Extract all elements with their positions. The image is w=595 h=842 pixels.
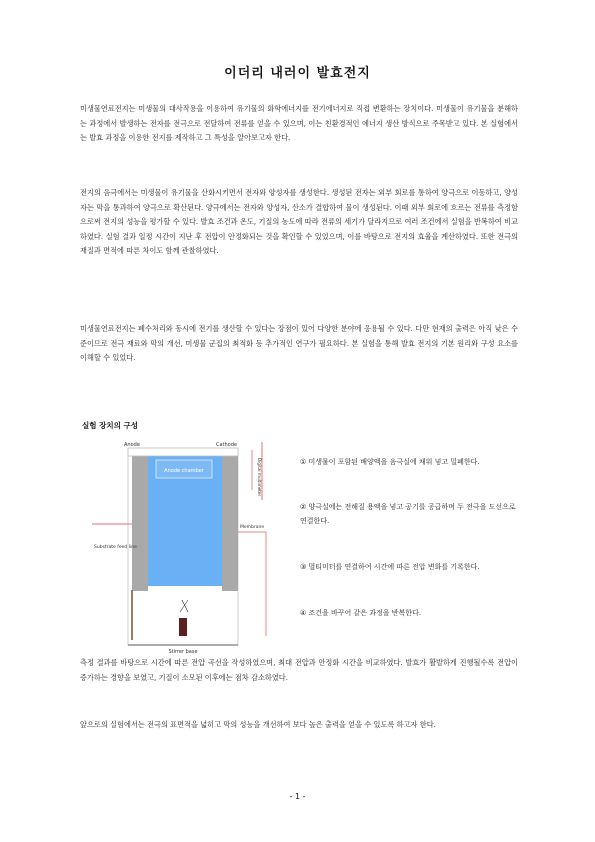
section-label: 실험 장치의 구성	[82, 421, 138, 430]
stir-bar	[179, 618, 187, 636]
figure-note-4: ④ 조건을 바꾸어 같은 과정을 반복한다.	[300, 609, 422, 617]
top-right-label: Cathode	[216, 442, 237, 448]
figure-note-2: ② 양극실에는 전해질 용액을 넣고 공기를 공급하며 두 전극을 도선으로 연결한다.	[300, 503, 516, 525]
page-number: - 1 -	[289, 792, 306, 801]
left-wall	[132, 456, 148, 591]
figure-note-1: ① 미생물이 포함된 배양액을 음극실에 채워 넣고 밀폐한다.	[300, 458, 480, 466]
paragraph-1: 미생물연료전지는 미생물의 대사작용을 이용하여 유기물의 화학에너지를 전기에너지로 직접 변환하는 장치이다. 미생물이 유기물을 분해하는 과정에서 발생하는 전자를 전극으로 전달하여 전류를 얻을 수 있으며, 이는 친환경적인 에너지 생산 방식으로 주목받고 있다. 본 실험에서는 발효 과정을 이용한 전지를 제작하고 그 특성을 알아보고자 한다.	[80, 104, 518, 142]
right-top-label: Digital multimeter	[257, 458, 262, 497]
paragraph-3: 미생물연료전지는 폐수처리와 동시에 전기를 생산할 수 있다는 장점이 있어 다양한 분야에 응용될 수 있다. 다만 현재의 출력은 아직 낮은 수준이므로 전극 재료와 막의 개선, 미생물 군집의 최적화 등 추가적인 연구가 필요하다. 본 실험을 통해 발효 전지의 기본 원리와 구성 요소를 이해할 수 있었다.	[80, 324, 518, 362]
paragraph-4: 측정 결과를 바탕으로 시간에 따른 전압 곡선을 작성하였으며, 최대 전압과 안정화 시간을 비교하였다. 발효가 활발하게 진행될수록 전압이 증가하는 경향을 보였고, 기질이 소모된 이후에는 점차 감소하였다.	[80, 658, 518, 682]
paragraph-2: 전지의 음극에서는 미생물이 유기물을 산화시키면서 전자와 양성자를 생성한다. 생성된 전자는 외부 회로를 통하여 양극으로 이동하고, 양성자는 막을 통과하여 양극으로 확산된다. 양극에서는 전자와 양성자, 산소가 결합하여 물이 생성된다. 이때 외부 회로에 흐르는 전류를 측정함으로써 전지의 성능을 평가할 수 있다. 발효 조건과 온도, 기질의 농도에 따라 전류의 세기가 달라지므로 여러 조건에서 실험을 반복하여 비교하였다. 실험 결과 일정 시간이 지난 후 전압이 안정화되는 것을 확인할 수 있었으며, 이를 바탕으로 전지의 효율을 계산하였다. 또한 전극의 재질과 면적에 따른 차이도 함께 관찰하였다.	[80, 188, 518, 255]
left-label: Substrate feed line	[94, 545, 137, 550]
paragraph-5: 앞으로의 실험에서는 전극의 표면적을 넓히고 막의 성능을 개선하여 보다 높은 출력을 얻을 수 있도록 하고자 한다.	[80, 720, 436, 729]
bottom-label: Stirrer base	[168, 649, 198, 655]
right-mid-label: Membrane	[240, 525, 265, 530]
top-left-label: Anode	[124, 442, 140, 448]
inner-label: Anode chamber	[164, 468, 204, 474]
apparatus-diagram	[88, 440, 278, 655]
top-cap	[128, 448, 238, 456]
figure-note-3: ③ 멀티미터를 연결하여 시간에 따른 전압 변화를 기록한다.	[300, 563, 480, 571]
document-title: 이더리 내러이 발효전지	[224, 66, 371, 81]
right-wall	[222, 456, 238, 591]
